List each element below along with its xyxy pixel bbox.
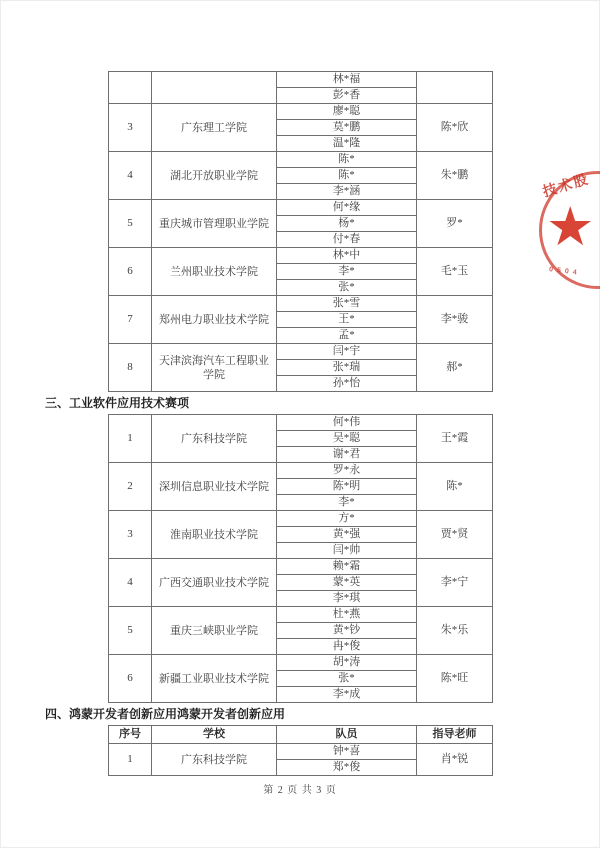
school-cell: 湖北开放职业学院 bbox=[152, 152, 277, 200]
member-cell: 郑*俊 bbox=[277, 760, 417, 776]
seq-cell: 1 bbox=[109, 415, 152, 463]
seq-cell: 6 bbox=[109, 248, 152, 296]
member-cell: 孟* bbox=[277, 328, 417, 344]
member-cell: 何*伟 bbox=[277, 415, 417, 431]
seq-cell: 7 bbox=[109, 296, 152, 344]
seq-cell: 3 bbox=[109, 511, 152, 559]
school-cell bbox=[152, 72, 277, 104]
roster-table-grid bbox=[108, 725, 493, 776]
table-row bbox=[109, 559, 493, 575]
member-cell: 李* bbox=[277, 264, 417, 280]
member-cell: 张* bbox=[277, 671, 417, 687]
member-cell: 李* bbox=[277, 495, 417, 511]
section-title-industrial-software: 三、工业软件应用技术赛项 bbox=[45, 396, 190, 410]
roster-table-grid bbox=[108, 414, 493, 703]
member-cell: 闫*宇 bbox=[277, 344, 417, 360]
table-row bbox=[109, 744, 493, 760]
advisor-cell: 毛*玉 bbox=[417, 248, 493, 296]
member-cell: 谢*君 bbox=[277, 447, 417, 463]
member-cell: 王* bbox=[277, 312, 417, 328]
table-row bbox=[109, 511, 493, 527]
school-cell: 天津滨海汽车工程职业学院 bbox=[152, 344, 277, 392]
advisor-cell: 罗* bbox=[417, 200, 493, 248]
stamp-text: 技术股 bbox=[540, 170, 592, 200]
seq-cell: 8 bbox=[109, 344, 152, 392]
member-cell: 杜*燕 bbox=[277, 607, 417, 623]
advisor-cell: 朱*鹏 bbox=[417, 152, 493, 200]
member-cell: 蒙*英 bbox=[277, 575, 417, 591]
school-cell: 广东理工学院 bbox=[152, 104, 277, 152]
seq-cell: 4 bbox=[109, 559, 152, 607]
advisor-cell: 贾*贤 bbox=[417, 511, 493, 559]
table-row bbox=[109, 344, 493, 360]
member-cell: 温*隆 bbox=[277, 136, 417, 152]
seq-cell: 4 bbox=[109, 152, 152, 200]
member-cell: 李*成 bbox=[277, 687, 417, 703]
advisor-cell: 朱*乐 bbox=[417, 607, 493, 655]
industrial-software-table bbox=[0, 414, 600, 703]
member-cell: 何*缘 bbox=[277, 200, 417, 216]
seq-cell: 3 bbox=[109, 104, 152, 152]
member-cell: 林*中 bbox=[277, 248, 417, 264]
table-row bbox=[109, 655, 493, 671]
member-cell: 李*涵 bbox=[277, 184, 417, 200]
member-cell: 陈*明 bbox=[277, 479, 417, 495]
advisor-cell: 肖*锐 bbox=[417, 744, 493, 776]
school-cell: 广西交通职业技术学院 bbox=[152, 559, 277, 607]
school-cell: 深圳信息职业技术学院 bbox=[152, 463, 277, 511]
stamp-number: 0504 bbox=[548, 266, 581, 277]
table-row bbox=[109, 152, 493, 168]
member-cell: 罗*永 bbox=[277, 463, 417, 479]
seq-cell: 5 bbox=[109, 607, 152, 655]
school-cell: 广东科技学院 bbox=[152, 415, 277, 463]
roster-table-grid bbox=[108, 71, 493, 392]
seq-cell: 6 bbox=[109, 655, 152, 703]
advisor-cell: 李*骏 bbox=[417, 296, 493, 344]
table-row bbox=[109, 463, 493, 479]
member-cell: 闫*帅 bbox=[277, 543, 417, 559]
school-cell: 重庆城市管理职业学院 bbox=[152, 200, 277, 248]
seq-cell: 1 bbox=[109, 744, 152, 776]
seq-cell: 2 bbox=[109, 463, 152, 511]
member-cell: 钟*喜 bbox=[277, 744, 417, 760]
member-cell: 孙*怡 bbox=[277, 376, 417, 392]
advisor-cell: 陈*旺 bbox=[417, 655, 493, 703]
header-cell: 学校 bbox=[152, 726, 277, 744]
member-cell: 黄*钞 bbox=[277, 623, 417, 639]
member-cell: 杨* bbox=[277, 216, 417, 232]
page-footer: 第 2 页 共 3 页 bbox=[263, 785, 337, 796]
header-cell: 指导老师 bbox=[417, 726, 493, 744]
member-cell: 陈* bbox=[277, 152, 417, 168]
member-cell: 方* bbox=[277, 511, 417, 527]
table-header-row bbox=[109, 726, 493, 744]
table-row bbox=[109, 415, 493, 431]
school-cell: 淮南职业技术学院 bbox=[152, 511, 277, 559]
member-cell: 彭*香 bbox=[277, 88, 417, 104]
seq-cell bbox=[109, 72, 152, 104]
member-cell: 张*雪 bbox=[277, 296, 417, 312]
member-cell: 赖*霜 bbox=[277, 559, 417, 575]
table-row bbox=[109, 296, 493, 312]
header-cell: 队员 bbox=[277, 726, 417, 744]
competition-table-continued bbox=[0, 71, 600, 392]
member-cell: 莫*鹏 bbox=[277, 120, 417, 136]
table-row bbox=[109, 248, 493, 264]
school-cell: 郑州电力职业技术学院 bbox=[152, 296, 277, 344]
harmonyos-table bbox=[0, 725, 600, 776]
advisor-cell: 李*宁 bbox=[417, 559, 493, 607]
advisor-cell: 王*霞 bbox=[417, 415, 493, 463]
advisor-cell: 陈*欣 bbox=[417, 104, 493, 152]
member-cell: 张*瑞 bbox=[277, 360, 417, 376]
member-cell: 廖*聪 bbox=[277, 104, 417, 120]
header-cell: 序号 bbox=[109, 726, 152, 744]
member-cell: 陈* bbox=[277, 168, 417, 184]
advisor-cell bbox=[417, 72, 493, 104]
table-row bbox=[109, 200, 493, 216]
school-cell: 兰州职业技术学院 bbox=[152, 248, 277, 296]
advisor-cell: 陈* bbox=[417, 463, 493, 511]
table-row bbox=[109, 607, 493, 623]
member-cell: 黄*强 bbox=[277, 527, 417, 543]
member-cell: 胡*涛 bbox=[277, 655, 417, 671]
school-cell: 重庆三峡职业学院 bbox=[152, 607, 277, 655]
school-cell: 新疆工业职业技术学院 bbox=[152, 655, 277, 703]
school-cell: 广东科技学院 bbox=[152, 744, 277, 776]
advisor-cell: 郝* bbox=[417, 344, 493, 392]
member-cell: 冉*俊 bbox=[277, 639, 417, 655]
section-title-harmonyos: 四、鸿蒙开发者创新应用鸿蒙开发者创新应用 bbox=[45, 707, 286, 721]
member-cell: 张* bbox=[277, 280, 417, 296]
member-cell: 李*琪 bbox=[277, 591, 417, 607]
member-cell: 林*福 bbox=[277, 72, 417, 88]
table-row bbox=[109, 104, 493, 120]
table-row bbox=[109, 72, 493, 88]
member-cell: 付*春 bbox=[277, 232, 417, 248]
seq-cell: 5 bbox=[109, 200, 152, 248]
member-cell: 吴*聪 bbox=[277, 431, 417, 447]
star-icon: ★ bbox=[546, 197, 595, 257]
